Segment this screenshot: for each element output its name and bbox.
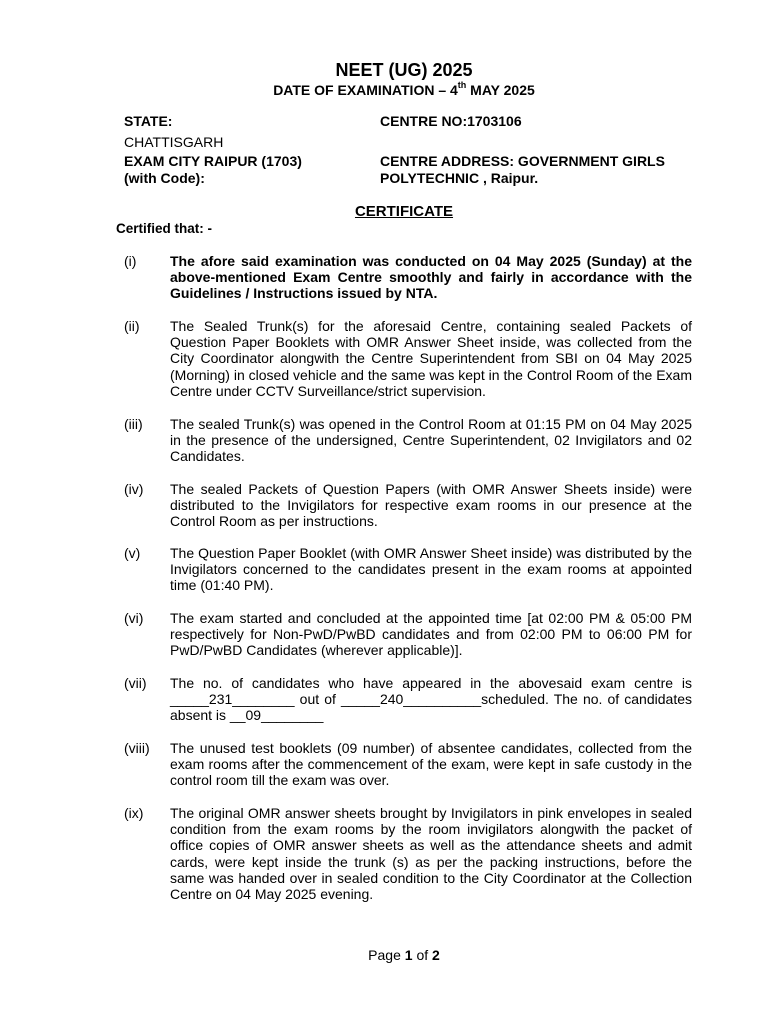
certificate-item: [124, 545, 692, 594]
document-title: NEET (UG) 2025: [335, 60, 473, 80]
item-text: The sealed Packets of Question Papers (with OMR Answer Sheets inside) were distributed to the Invigilators for respective exam rooms in our presence at the Control Room as per instructions.: [170, 481, 692, 530]
centre-number: CENTRE NO:1703106: [380, 113, 522, 129]
certificate-item: [124, 675, 692, 724]
item-number: (vi): [124, 610, 144, 626]
certified-that: Certified that: -: [116, 221, 212, 236]
exam-date-suffix: MAY 2025: [466, 82, 535, 98]
item-number: (iii): [124, 416, 143, 432]
certificate-item: [124, 740, 692, 789]
item-number: (ii): [124, 318, 140, 334]
certificate-item: [124, 610, 692, 659]
item-text: The sealed Trunk(s) was opened in the Control Room at 01:15 PM on 04 May 2025 in the presence of the undersigned, Centre Superintendent, 02 Invigilators and 02 Candidates.: [170, 416, 692, 465]
certificate-item: [124, 318, 692, 399]
page-prefix: Page: [368, 947, 405, 963]
page-current: 1: [404, 947, 413, 963]
exam-city: [124, 153, 302, 187]
exam-city-line1: EXAM CITY RAIPUR (1703): [124, 153, 302, 169]
certificate-heading: CERTIFICATE: [354, 203, 454, 220]
state-label: STATE:: [124, 113, 173, 129]
item-number: (iv): [124, 481, 144, 497]
item-text: The no. of candidates who have appeared in the abovesaid exam centre is _____231________ out of _____240__________scheduled. The no. of candidates absent is __09________: [170, 675, 692, 724]
item-number: (v): [124, 545, 141, 561]
state-value: CHATTISGARH: [124, 134, 224, 150]
item-text: The Question Paper Booklet (with OMR Answer Sheet inside) was distributed by the Invigilators concerned to the candidates present in the exam rooms at appointed time (01:40 PM).: [170, 545, 692, 594]
item-number: (ix): [124, 805, 144, 821]
certificate-item: [124, 416, 692, 465]
page-number: [0, 947, 768, 963]
item-text: The unused test booklets (09 number) of absentee candidates, collected from the exam rooms after the commencement of the exam, were kept in safe custody in the control room till the exam was over.: [170, 740, 692, 789]
exam-date-line: [0, 82, 768, 98]
centre-address-line2: POLYTECHNIC , Raipur.: [380, 170, 539, 186]
page-of: of: [412, 947, 433, 963]
exam-city-line2: (with Code):: [124, 170, 205, 186]
item-number: (vii): [124, 675, 147, 691]
page-total: 2: [432, 947, 440, 963]
item-number: (viii): [124, 740, 150, 756]
certificate-item: [124, 253, 692, 302]
certificate-item: [124, 805, 692, 902]
exam-date-prefix: DATE OF EXAMINATION – 4: [273, 82, 458, 98]
exam-date-ordinal: th: [457, 80, 467, 90]
item-text: The exam started and concluded at the appointed time [at 02:00 PM & 05:00 PM respectively for Non-PwD/PwBD candidates and from 02:00 PM to 06:00 PM for PwD/PwBD Candidates (wherever applicable)].: [170, 610, 692, 659]
centre-address: [380, 153, 665, 187]
item-text: The Sealed Trunk(s) for the aforesaid Centre, containing sealed Packets of Question Paper Booklets with OMR Answer Sheet inside, was collected from the City Coordinator alongwith the Centre Superintendent from SBI on 04 May 2025 (Morning) in closed vehicle and the same was kept in the Control Room of the Exam Centre under CCTV Surveillance/strict supervision.: [170, 318, 692, 399]
item-text: The afore said examination was conducted on 04 May 2025 (Sunday) at the above-mentioned Exam Centre smoothly and fairly in accordance with the Guidelines / Instructions issued by NTA.: [170, 253, 692, 302]
certificate-item: [124, 481, 692, 530]
item-number: (i): [124, 253, 137, 269]
centre-address-line1: CENTRE ADDRESS: GOVERNMENT GIRLS: [380, 153, 665, 169]
item-text: The original OMR answer sheets brought by Invigilators in pink envelopes in sealed condition from the exam rooms by the room invigilators alongwith the packet of office copies of OMR answer sheets as well as the attendance sheets and admit cards, were kept inside the trunk (s) as per the packing instructions, before the same was handed over in sealed condition to the City Coordinator at the Collection Centre on 04 May 2025 evening.: [170, 805, 692, 903]
